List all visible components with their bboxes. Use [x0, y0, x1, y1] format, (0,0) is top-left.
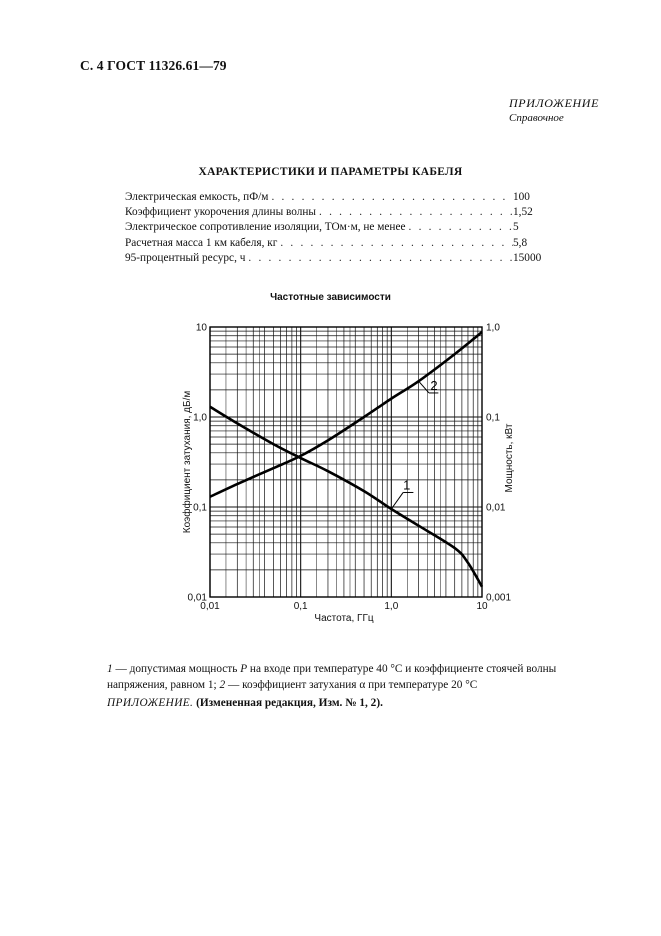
- y-right-tick-label: 0,1: [486, 412, 500, 424]
- y-left-tick-label: 10: [195, 322, 207, 334]
- parameter-label: Коэффициент укорочения длины волны: [125, 206, 317, 219]
- figure-caption: 1 — допустимая мощность P на входе при температуре 40 °С и коэффициенте стоячей волны напряжения, равном 1; 2 — коэффициент затухания α при температуре 20 °С: [107, 663, 557, 691]
- appendix-subtitle: Справочное: [509, 112, 564, 124]
- parameter-label: Расчетная масса 1 км кабеля, кг: [125, 236, 278, 249]
- x-tick-label: 10: [476, 601, 488, 612]
- parameter-value: 1,52: [513, 206, 533, 219]
- y-right-axis-label: Мощность, кВт: [504, 423, 515, 493]
- caption-symbol-p: P: [240, 663, 248, 675]
- x-tick-label: 0,01: [200, 601, 220, 612]
- chart-title: Частотные зависимости: [270, 292, 391, 303]
- caption-number-2: 2: [219, 678, 226, 691]
- y-right-tick-label: 0,01: [486, 502, 506, 514]
- caption-number-1: 1: [107, 663, 113, 675]
- plot-frame: [210, 327, 482, 597]
- y-left-tick-label: 0,1: [193, 502, 207, 514]
- y-left-axis-label: Коэффициент затухания, дБ/м: [182, 390, 193, 534]
- x-tick-label: 1,0: [384, 601, 399, 612]
- caption-symbol-alpha: α: [359, 678, 366, 691]
- parameter-label: Электрическая емкость, пФ/м: [125, 191, 269, 203]
- parameter-value: 100: [513, 191, 530, 203]
- series-2-line: [210, 332, 482, 497]
- parameter-label: 95-процентный ресурс, ч: [125, 251, 246, 264]
- note-text: (Измененная редакция, Изм. № 1, 2).: [193, 697, 383, 709]
- parameter-value: 15000: [513, 251, 542, 264]
- section-title: ХАРАКТЕРИСТИКИ И ПАРАМЕТРЫ КАБЕЛЯ: [198, 166, 463, 178]
- series-1-line: [210, 407, 482, 587]
- y-right-tick-label: 1,0: [486, 322, 500, 334]
- note-prefix: ПРИЛОЖЕНИЕ.: [107, 697, 194, 709]
- parameter-label: Электрическое сопротивление изоляции, ТОм·м, не менее: [125, 221, 406, 234]
- y-left-tick-label: 1,0: [193, 412, 207, 424]
- page-header: С. 4 ГОСТ 11326.61—79: [80, 58, 227, 73]
- x-tick-label: 0,1: [293, 601, 308, 612]
- series-1-label: 1: [403, 477, 411, 493]
- parameter-value: 5: [513, 221, 519, 234]
- x-axis-label: Частота, ГГц: [314, 613, 374, 624]
- y-left-tick-label: 0,01: [187, 592, 207, 604]
- y-right-tick-label: 0,001: [486, 592, 512, 604]
- parameter-value: 5,8: [513, 236, 528, 249]
- amendment-note: [107, 697, 383, 709]
- appendix-title: ПРИЛОЖЕНИЕ: [509, 96, 599, 110]
- series-2-label: 2: [430, 377, 438, 393]
